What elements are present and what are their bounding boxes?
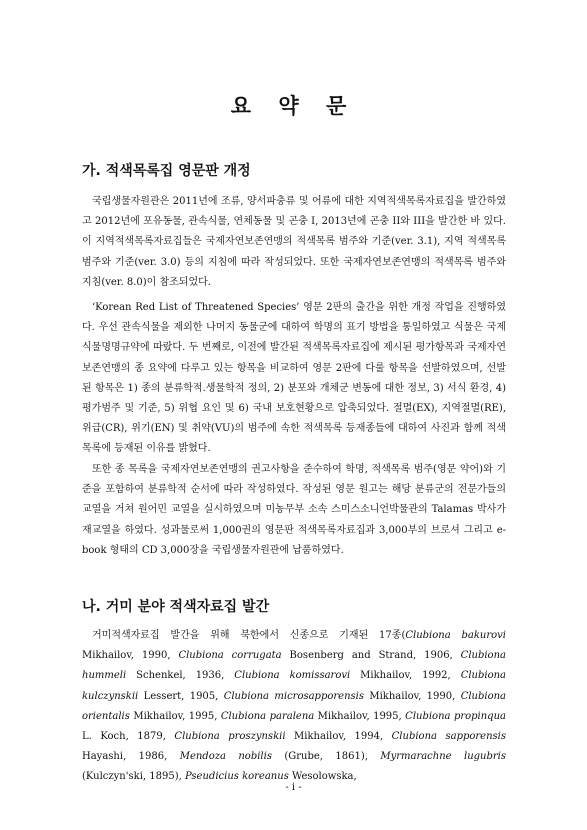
section-2-paragraph-1 xyxy=(82,626,506,788)
section-heading-1: 가. 적색목록집 영문판 개정 xyxy=(82,163,251,179)
species-name: Clubiona paralena xyxy=(220,710,315,722)
page-title: 요 약 문 xyxy=(230,94,357,118)
text-run: ‘Korean Red List of Threatened Species’ 영문 2판의 출간을 위한 개정 작업을 진행하였다. 우선 관속식물을 제외한 나머지 동물군에 대하여 학명의 표기 방법을 통일하였고 식물은 국제식물명명규약에 따랐다. 두 번째로, 이전에 발간된 적색목록자료집에 제시된 평가항목과 국제자연보존연맹의 종 요약에 다루고 있는 항목을 비교하여 영문 2판에 다룰 항목을 선발하였으며, 선발된 항목은 1) 종의 분류학적.생물학적 정의, 2) 분포와 개체군 변동에 대한 정보, 3) 서식 환경, 4) 평가범주 및 기준, 5) 위협 요인 및 6) 국내 보호현황으로 압축되었다. 절멸(EX), 지역절멸(RE), 위급(CR), 위기(EN) 및 취약(VU)의 범주에 속한 적색목록 등재종들에 대하여 사진과 함께 적색목록에 등재된 이유를 밝혔다. xyxy=(82,302,506,455)
text-run: Mikhailov, 1994, xyxy=(285,731,392,743)
page-number: - i - xyxy=(285,782,302,793)
text-run: Mikhailov, 1992, xyxy=(350,670,461,682)
species-name: Clubiona orientalis xyxy=(82,690,506,722)
text-run: 거미적색자료집 발간을 위해 북한에서 신종으로 기재된 17종( xyxy=(92,630,406,641)
species-name: Clubiona proszynskii xyxy=(174,731,286,743)
species-name: Pseudicius koreanus xyxy=(184,771,289,783)
text-run: L. Koch, 1879, xyxy=(82,731,175,743)
species-name: Clubiona kulczynskii xyxy=(82,670,506,702)
text-run: Schenkel, 1936, xyxy=(126,670,235,682)
text-run: Hayashi, 1986, xyxy=(82,751,180,763)
text-run: (Grube, 1861), xyxy=(271,751,381,763)
species-name: Clubiona hummeli xyxy=(82,650,506,682)
section-heading-2: 나. 거미 분야 적색자료집 발간 xyxy=(82,599,270,615)
text-run: 또한 종 목록을 국제자연보존연맹의 권고사항을 준수하여 학명, 적색목록 범주(영문 약어)와 기준을 포함하여 분류학적 순서에 따라 작성하였다. 작성된 영문 원고는 해당 분류군의 전문가들의 교열을 거쳐 원어민 교열을 실시하였으며 미농무부 소속 스미스소니언박물관의 Talamas 박사가 재교열을 하였다. 성과물로써 1,000권의 영문판 적색목록자료집과 3,000부의 브로셔 그리고 e-book 형태의 CD 3,000장을 국립생물자원관에 납품하였다. xyxy=(82,464,506,556)
species-name: Mendoza nobilis xyxy=(179,751,272,763)
text-run: Bosenberg and Strand, 1906, xyxy=(281,650,461,662)
species-name: Clubiona komissarovi xyxy=(234,670,351,682)
section-1-paragraph-2 xyxy=(82,298,506,460)
species-name: Myrmarachne lugubris xyxy=(380,751,506,763)
text-run: Mikhailov, 1995, xyxy=(314,710,406,722)
section-1-paragraph-1 xyxy=(82,192,506,293)
text-run: (Kulczyn'ski, 1895), xyxy=(82,771,185,783)
species-name: Clubiona corrugata xyxy=(178,650,282,662)
text-run: 국립생물자원관은 2011년에 조류, 양서파충류 및 어류에 대한 지역적색목록자료집을 발간하였고 2012년에 포유동물, 관속식물, 연체동물 및 곤충 I, 2013년에 곤충 II와 III을 발간한 바 있다. 이 지역적색목록자료집들은 국제자연보존연맹의 적색목록 범주와 기준(ver. 3.1), 지역 적색목록 범주와 기준(ver. 3.0) 등의 지침에 따라 작성되었다. 또한 국제자연보존연맹의 적색목록 범주와 지침(ver. 8.0)이 참조되었다. xyxy=(82,196,506,288)
text-run: Wesolowska, xyxy=(288,771,357,783)
section-1-paragraph-3 xyxy=(82,460,506,561)
text-run: Mikhailov, 1990, xyxy=(82,650,179,662)
species-name: Clubiona sapporensis xyxy=(391,731,506,743)
species-name: Clubiona propinqua xyxy=(405,710,506,722)
text-run: Lessert, 1905, xyxy=(138,690,224,702)
text-run: Mikhailov, 1990, xyxy=(363,690,461,702)
species-name: Clubiona bakurovi xyxy=(405,630,506,641)
species-name: Clubiona microsapporensis xyxy=(223,690,364,702)
text-run: Mikhailov, 1995, xyxy=(129,710,221,722)
